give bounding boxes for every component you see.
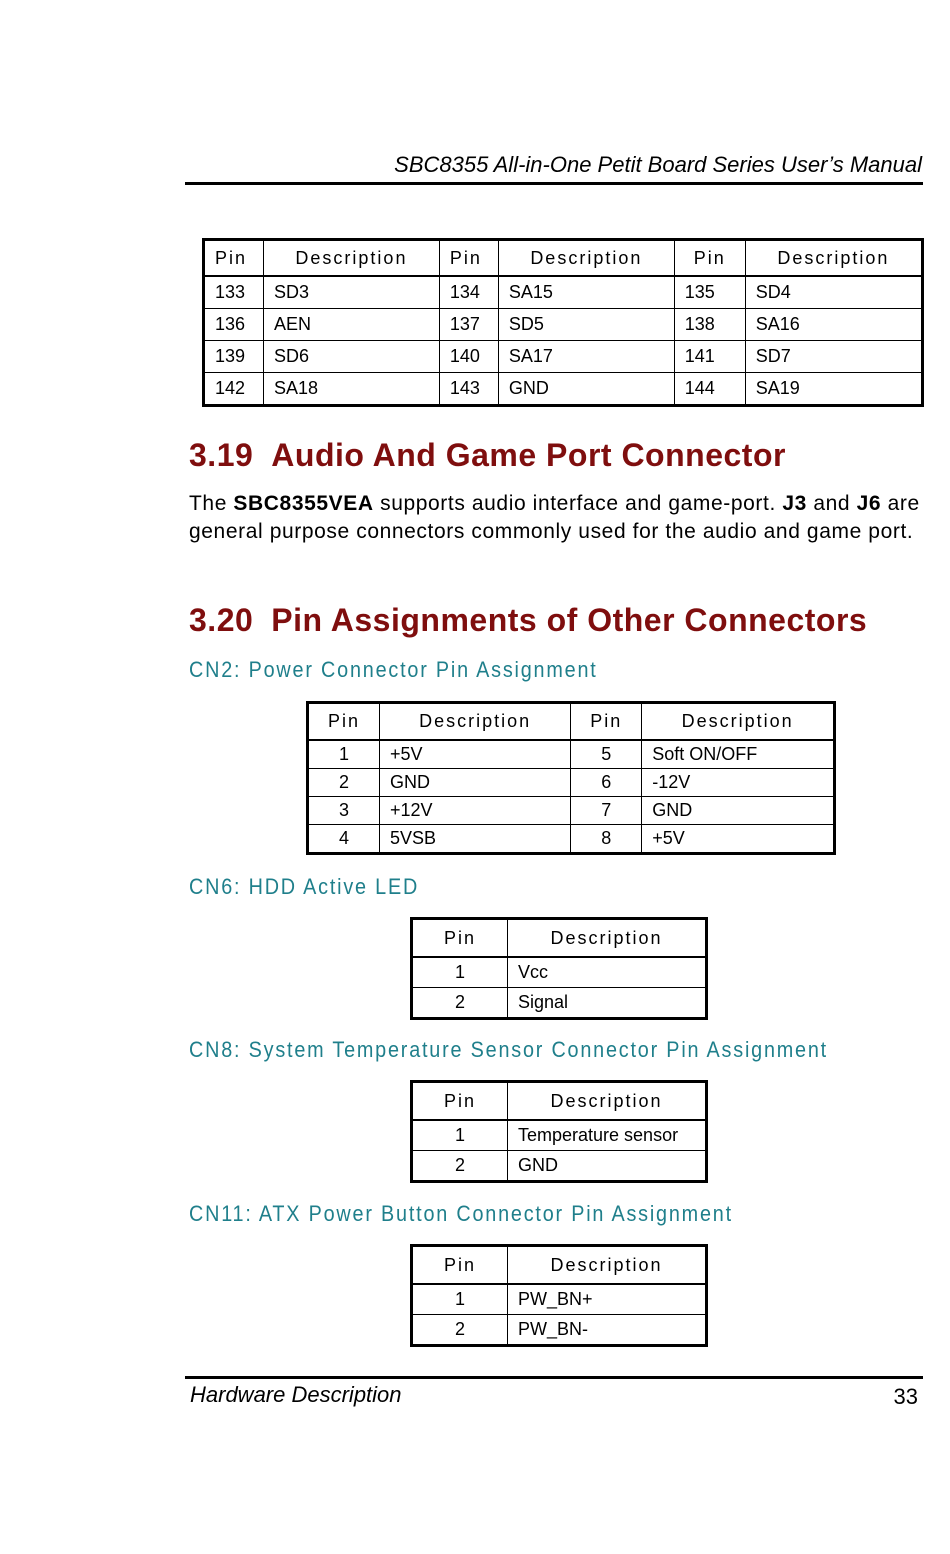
pin-cell: 2 [412,988,508,1019]
para-text: and [806,492,857,515]
column-header: Pin [571,703,642,741]
pin-cell: 2 [412,1151,508,1182]
description-cell: SA15 [498,276,674,309]
column-header: Pin [308,703,380,741]
column-header: Description [642,703,835,741]
pin-cell: 143 [439,373,498,406]
column-header: Description [508,1246,707,1285]
pin-cell: 2 [308,769,380,797]
pin-cell: 138 [674,309,745,341]
description-cell: SD5 [498,309,674,341]
table-header-row [308,703,835,741]
column-header: Pin [412,1082,508,1121]
cn11-heading: CN11: ATX Power Button Connector Pin Assignment [189,1201,733,1226]
pin-cell: 133 [204,276,264,309]
table-row [412,1315,707,1346]
pin-cell: 5 [571,740,642,769]
table-header-row [204,240,923,277]
description-cell: PW_BN- [508,1315,707,1346]
table-row [204,276,923,309]
section-title: Pin Assignments of Other Connectors [271,602,868,638]
header-divider [185,182,923,185]
pin-cell: 2 [412,1315,508,1346]
pin-cell: 137 [439,309,498,341]
para-text: supports audio interface and game-port. [373,492,783,515]
table-row [412,1284,707,1315]
pin-table-cn8 [410,1080,708,1183]
description-cell: GND [508,1151,707,1182]
column-header: Pin [439,240,498,277]
table-row [204,341,923,373]
pin-cell: 135 [674,276,745,309]
para-text: are general purpose connectors commonly used for the audio and game port. [189,492,920,543]
cn6-heading: CN6: HDD Active LED [189,874,420,899]
table-header-row [412,1082,707,1121]
table-row [308,769,835,797]
description-cell: 5VSB [380,825,571,854]
description-cell: +5V [380,740,571,769]
column-header: Description [380,703,571,741]
pin-table-cn2 [306,701,836,855]
table-row [308,740,835,769]
section-number: 3.19 [189,437,254,473]
description-cell: Signal [508,988,707,1019]
column-header: Description [745,240,922,277]
description-cell: +12V [380,797,571,825]
table-row [412,1151,707,1182]
connector-j6: J6 [856,492,882,515]
description-cell: Temperature sensor [508,1120,707,1151]
column-header: Pin [412,919,508,958]
pin-cell: 142 [204,373,264,406]
pin-cell: 134 [439,276,498,309]
column-header: Description [508,1082,707,1121]
column-header: Pin [674,240,745,277]
pin-cell: 4 [308,825,380,854]
pin-cell: 1 [412,1120,508,1151]
table-header-row [412,919,707,958]
pin-table-cn6 [410,917,708,1020]
pin-cell: 3 [308,797,380,825]
column-header: Description [508,919,707,958]
pin-cell: 1 [412,1284,508,1315]
manual-title: SBC8355 All-in-One Petit Board Series User’s Manual [394,152,922,177]
connector-j3: J3 [782,492,807,515]
table-header-row [412,1246,707,1285]
pin-cell: 140 [439,341,498,373]
description-cell: GND [642,797,835,825]
section-heading-3-20 [189,602,867,639]
description-cell: SD7 [745,341,922,373]
audio-game-port-paragraph [189,490,929,546]
description-cell: GND [380,769,571,797]
board-model: SBC8355VEA [233,492,374,515]
column-header: Description [498,240,674,277]
cn2-heading: CN2: Power Connector Pin Assignment [189,657,598,682]
footer-section-name: Hardware Description [190,1382,402,1407]
para-text: The [189,492,234,515]
page-number: 33 [893,1384,918,1409]
footer-divider [185,1376,923,1379]
pin-cell: 6 [571,769,642,797]
column-header: Pin [412,1246,508,1285]
section-heading-3-19 [189,437,786,474]
pin-cell: 1 [412,957,508,988]
description-cell: PW_BN+ [508,1284,707,1315]
pin-cell: 7 [571,797,642,825]
pin-cell: 139 [204,341,264,373]
description-cell: AEN [264,309,440,341]
pin-table-isa [202,238,924,407]
table-row [412,988,707,1019]
table-row [308,825,835,854]
description-cell: Soft ON/OFF [642,740,835,769]
pin-cell: 8 [571,825,642,854]
table-row [308,797,835,825]
column-header: Description [264,240,440,277]
pin-cell: 1 [308,740,380,769]
section-number: 3.20 [189,602,254,638]
cn8-heading: CN8: System Temperature Sensor Connector Pin Assignment [189,1037,828,1062]
description-cell: SA18 [264,373,440,406]
table-row [412,957,707,988]
table-row [412,1120,707,1151]
section-title: Audio And Game Port Connector [271,437,786,473]
description-cell: SA19 [745,373,922,406]
description-cell: GND [498,373,674,406]
description-cell: -12V [642,769,835,797]
column-header: Pin [204,240,264,277]
description-cell: SD6 [264,341,440,373]
description-cell: +5V [642,825,835,854]
description-cell: SD3 [264,276,440,309]
description-cell: Vcc [508,957,707,988]
pin-cell: 144 [674,373,745,406]
pin-cell: 141 [674,341,745,373]
pin-table-cn11 [410,1244,708,1347]
pin-cell: 136 [204,309,264,341]
description-cell: SD4 [745,276,922,309]
table-row [204,373,923,406]
description-cell: SA16 [745,309,922,341]
table-row [204,309,923,341]
description-cell: SA17 [498,341,674,373]
